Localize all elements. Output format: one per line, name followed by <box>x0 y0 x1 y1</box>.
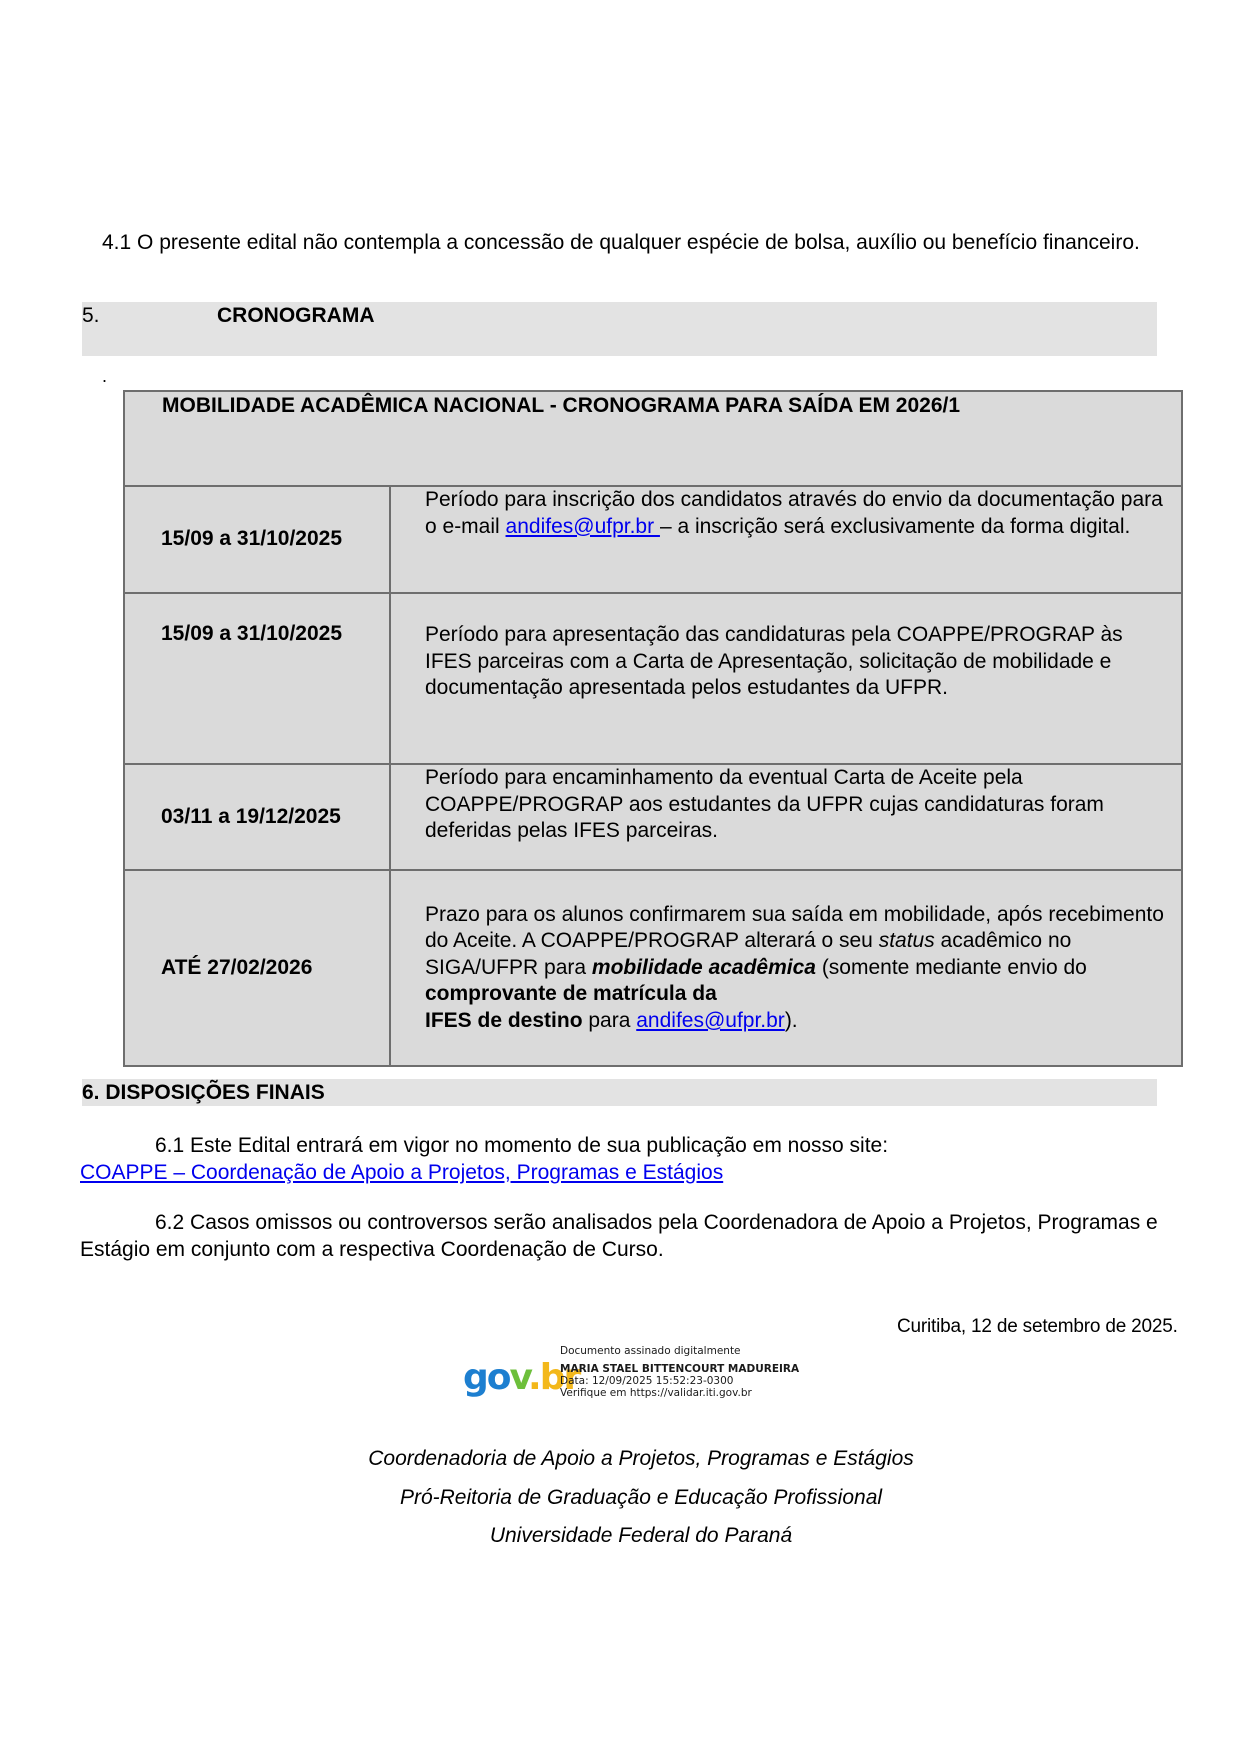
table-row <box>124 870 1182 1066</box>
schedule-table <box>123 390 1183 1067</box>
signature-header: Documento assinado digitalmente <box>560 1345 741 1357</box>
table-header-row <box>124 391 1182 486</box>
row-description: Período para inscrição dos candidatos através do envio da documentação para o e-mail andifes@ufpr.br – a inscrição será exclusivamente da forma digital. <box>390 486 1182 593</box>
signature-verify: Verifique em https://validar.iti.gov.br <box>560 1387 752 1399</box>
paragraph-4-1: 4.1 O presente edital não contempla a concessão de qualquer espécie de bolsa, auxílio ou benefício financeiro. <box>102 231 1140 254</box>
row-description: Período para apresentação das candidaturas pela COAPPE/PROGRAP às IFES parceiras com a Carta de Apresentação, solicitação de mobilidade e documentação apresentada pelos estudantes da UFPR. <box>390 593 1182 764</box>
coappe-site-link[interactable]: COAPPE – Coordenação de Apoio a Projetos, Programas e Estágios <box>80 1161 724 1184</box>
digital-signature-block <box>560 1345 799 1399</box>
footer-line-2: Pró-Reitoria de Graduação e Educação Profissional <box>399 1485 883 1509</box>
row-date: 15/09 a 31/10/2025 <box>124 593 390 764</box>
section-6-title: 6. DISPOSIÇÕES FINAIS <box>82 1081 325 1104</box>
paragraph-6-1: 6.1 Este Edital entrará em vigor no momento de sua publicação em nosso site: COAPPE – Coordenação de Apoio a Projetos, Programas e Estágios <box>80 1134 889 1184</box>
document-footer <box>0 1440 1241 1556</box>
table-title: MOBILIDADE ACADÊMICA NACIONAL - CRONOGRAMA PARA SAÍDA EM 2026/1 <box>124 391 1182 486</box>
section-5-heading-bar <box>82 302 1157 356</box>
footer-line-3: Universidade Federal do Paraná <box>489 1524 793 1547</box>
govbr-logo-icon: gov.br <box>463 1357 580 1398</box>
row-date: 03/11 a 19/12/2025 <box>124 764 390 870</box>
paragraph-6-2: 6.2 Casos omissos ou controversos serão analisados pela Coordenadora de Apoio a Projetos, Programas e Estágio em conjunto com a respectiva Coordenação de Curso. <box>80 1211 1158 1261</box>
row-description: Prazo para os alunos confirmarem sua saída em mobilidade, após recebimento do Aceite. A COAPPE/PROGRAP alterará o seu status acadêmico no SIGA/UFPR para mobilidade acadêmica (somente mediante envio do comprovante de matrícula da IFES de destino para andifes@ufpr.br). <box>390 870 1182 1066</box>
email-link[interactable]: andifes@ufpr.br <box>505 514 660 538</box>
row-date: 15/09 a 31/10/2025 <box>124 486 390 593</box>
row-date: ATÉ 27/02/2026 <box>124 870 390 1066</box>
table-row <box>124 593 1182 764</box>
signer-name: MARIA STAEL BITTENCOURT MADUREIRA <box>560 1363 800 1375</box>
table-row <box>124 486 1182 593</box>
row-description: Período para encaminhamento da eventual Carta de Aceite pela COAPPE/PROGRAP aos estudantes da UFPR cujas candidaturas foram deferidas pelas IFES parceiras. <box>390 764 1182 870</box>
section-5-title: CRONOGRAMA <box>217 304 375 327</box>
place-and-date: Curitiba, 12 de setembro de 2025. <box>897 1316 1178 1337</box>
footer-line-1: Coordenadoria de Apoio a Projetos, Programas e Estágios <box>368 1447 914 1470</box>
section-5-number: 5. <box>82 304 100 327</box>
section-6-heading-bar <box>82 1079 1157 1106</box>
email-link[interactable]: andifes@ufpr.br <box>636 1008 785 1032</box>
table-row <box>124 764 1182 870</box>
stray-dot: . <box>102 366 108 386</box>
signature-date: Data: 12/09/2025 15:52:23-0300 <box>560 1375 734 1387</box>
